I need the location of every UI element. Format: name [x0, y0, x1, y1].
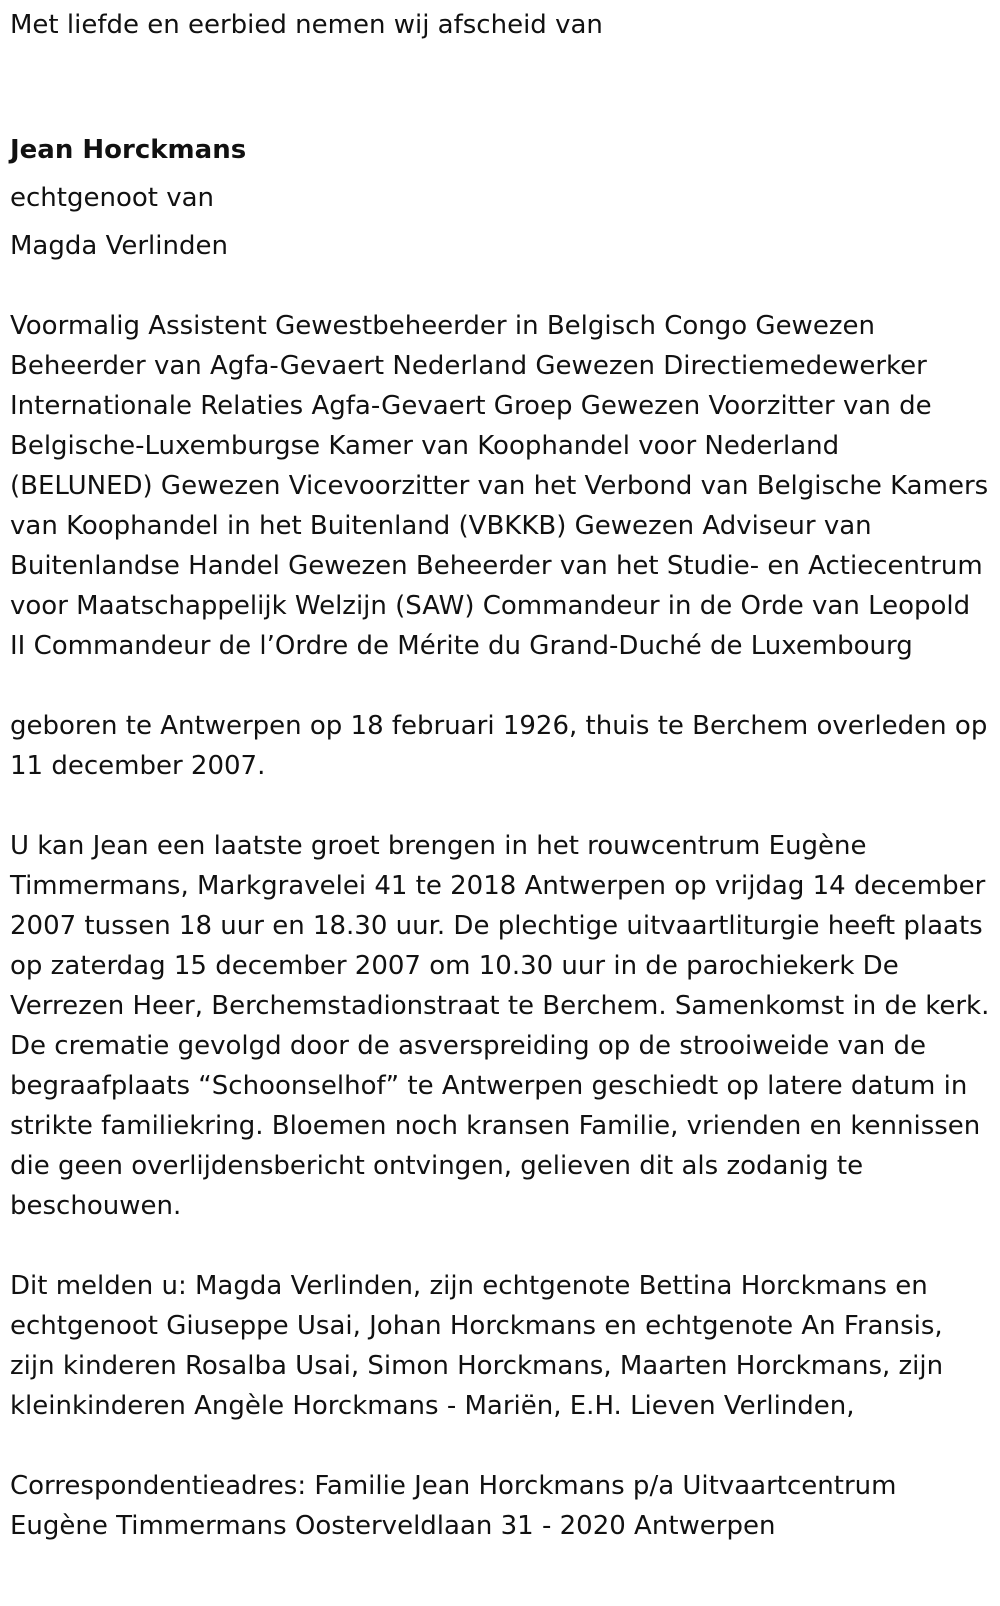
funeral-paragraph: U kan Jean een laatste groet brengen in het rouwcentrum Eugène Timmermans, Markgravelei 41 te 2018 Antwerpen op vrijdag 14 december 2007 tussen 18 uur en 18.30 uur. De plechtige uitvaartliturgie heeft plaats op zaterdag 15 december 2007 om 10.30 uur in de parochiekerk De Verrezen Heer, Berchemstadionstraat te Berchem. Samenkomst in de kerk. De crematie gevolgd door de asverspreiding op de strooiweide van de begraafplaats “Schoonselhof” te Antwerpen geschiedt op latere datum in strikte familiekring. Bloemen noch kransen Familie, vrienden en kennissen die geen overlijdensbericht ontvingen, gelieven dit als zodanig te beschouwen. — [10, 831, 990, 1221]
relation-text: echtgenoot van — [10, 183, 215, 213]
birth-death-paragraph: geboren te Antwerpen op 18 februari 1926, thuis te Berchem overleden op 11 december 2007. — [10, 711, 988, 781]
spouse-name: Magda Verlinden — [10, 231, 228, 261]
address-paragraph: Correspondentieadres: Familie Jean Horckmans p/a Uitvaartcentrum Eugène Timmermans Oosterveldlaan 31 - 2020 Antwerpen — [10, 1471, 897, 1541]
deceased-name: Jean Horckmans — [10, 135, 247, 165]
intro-text: Met liefde en eerbied nemen wij afscheid van — [10, 10, 603, 40]
career-paragraph: Voormalig Assistent Gewestbeheerder in Belgisch Congo Gewezen Beheerder van Agfa-Gevaert Nederland Gewezen Directiemedewerker Internationale Relaties Agfa-Gevaert Groep Gewezen Voorzitter van de Belgische-Luxemburgse Kamer van Koophandel voor Nederland (BELUNED) Gewezen Vicevoorzitter van het Verbond van Belgische Kamers van Koophandel in het Buitenland (VBKKB) Gewezen Adviseur van Buitenlandse Handel Gewezen Beheerder van het Studie- en Actiecentrum voor Maatschappelijk Welzijn (SAW) Commandeur in de Orde van Leopold II Commandeur de l’Ordre de Mérite du Grand-Duché de Luxembourg — [10, 311, 989, 661]
announcers-paragraph: Dit melden u: Magda Verlinden, zijn echtgenote Bettina Horckmans en echtgenoot Giuseppe Usai, Johan Horckmans en echtgenote An Fransis, zijn kinderen Rosalba Usai, Simon Horckmans, Maarten Horckmans, zijn kleinkinderen Angèle Horckmans - Mariën, E.H. Lieven Verlinden, — [10, 1271, 944, 1421]
